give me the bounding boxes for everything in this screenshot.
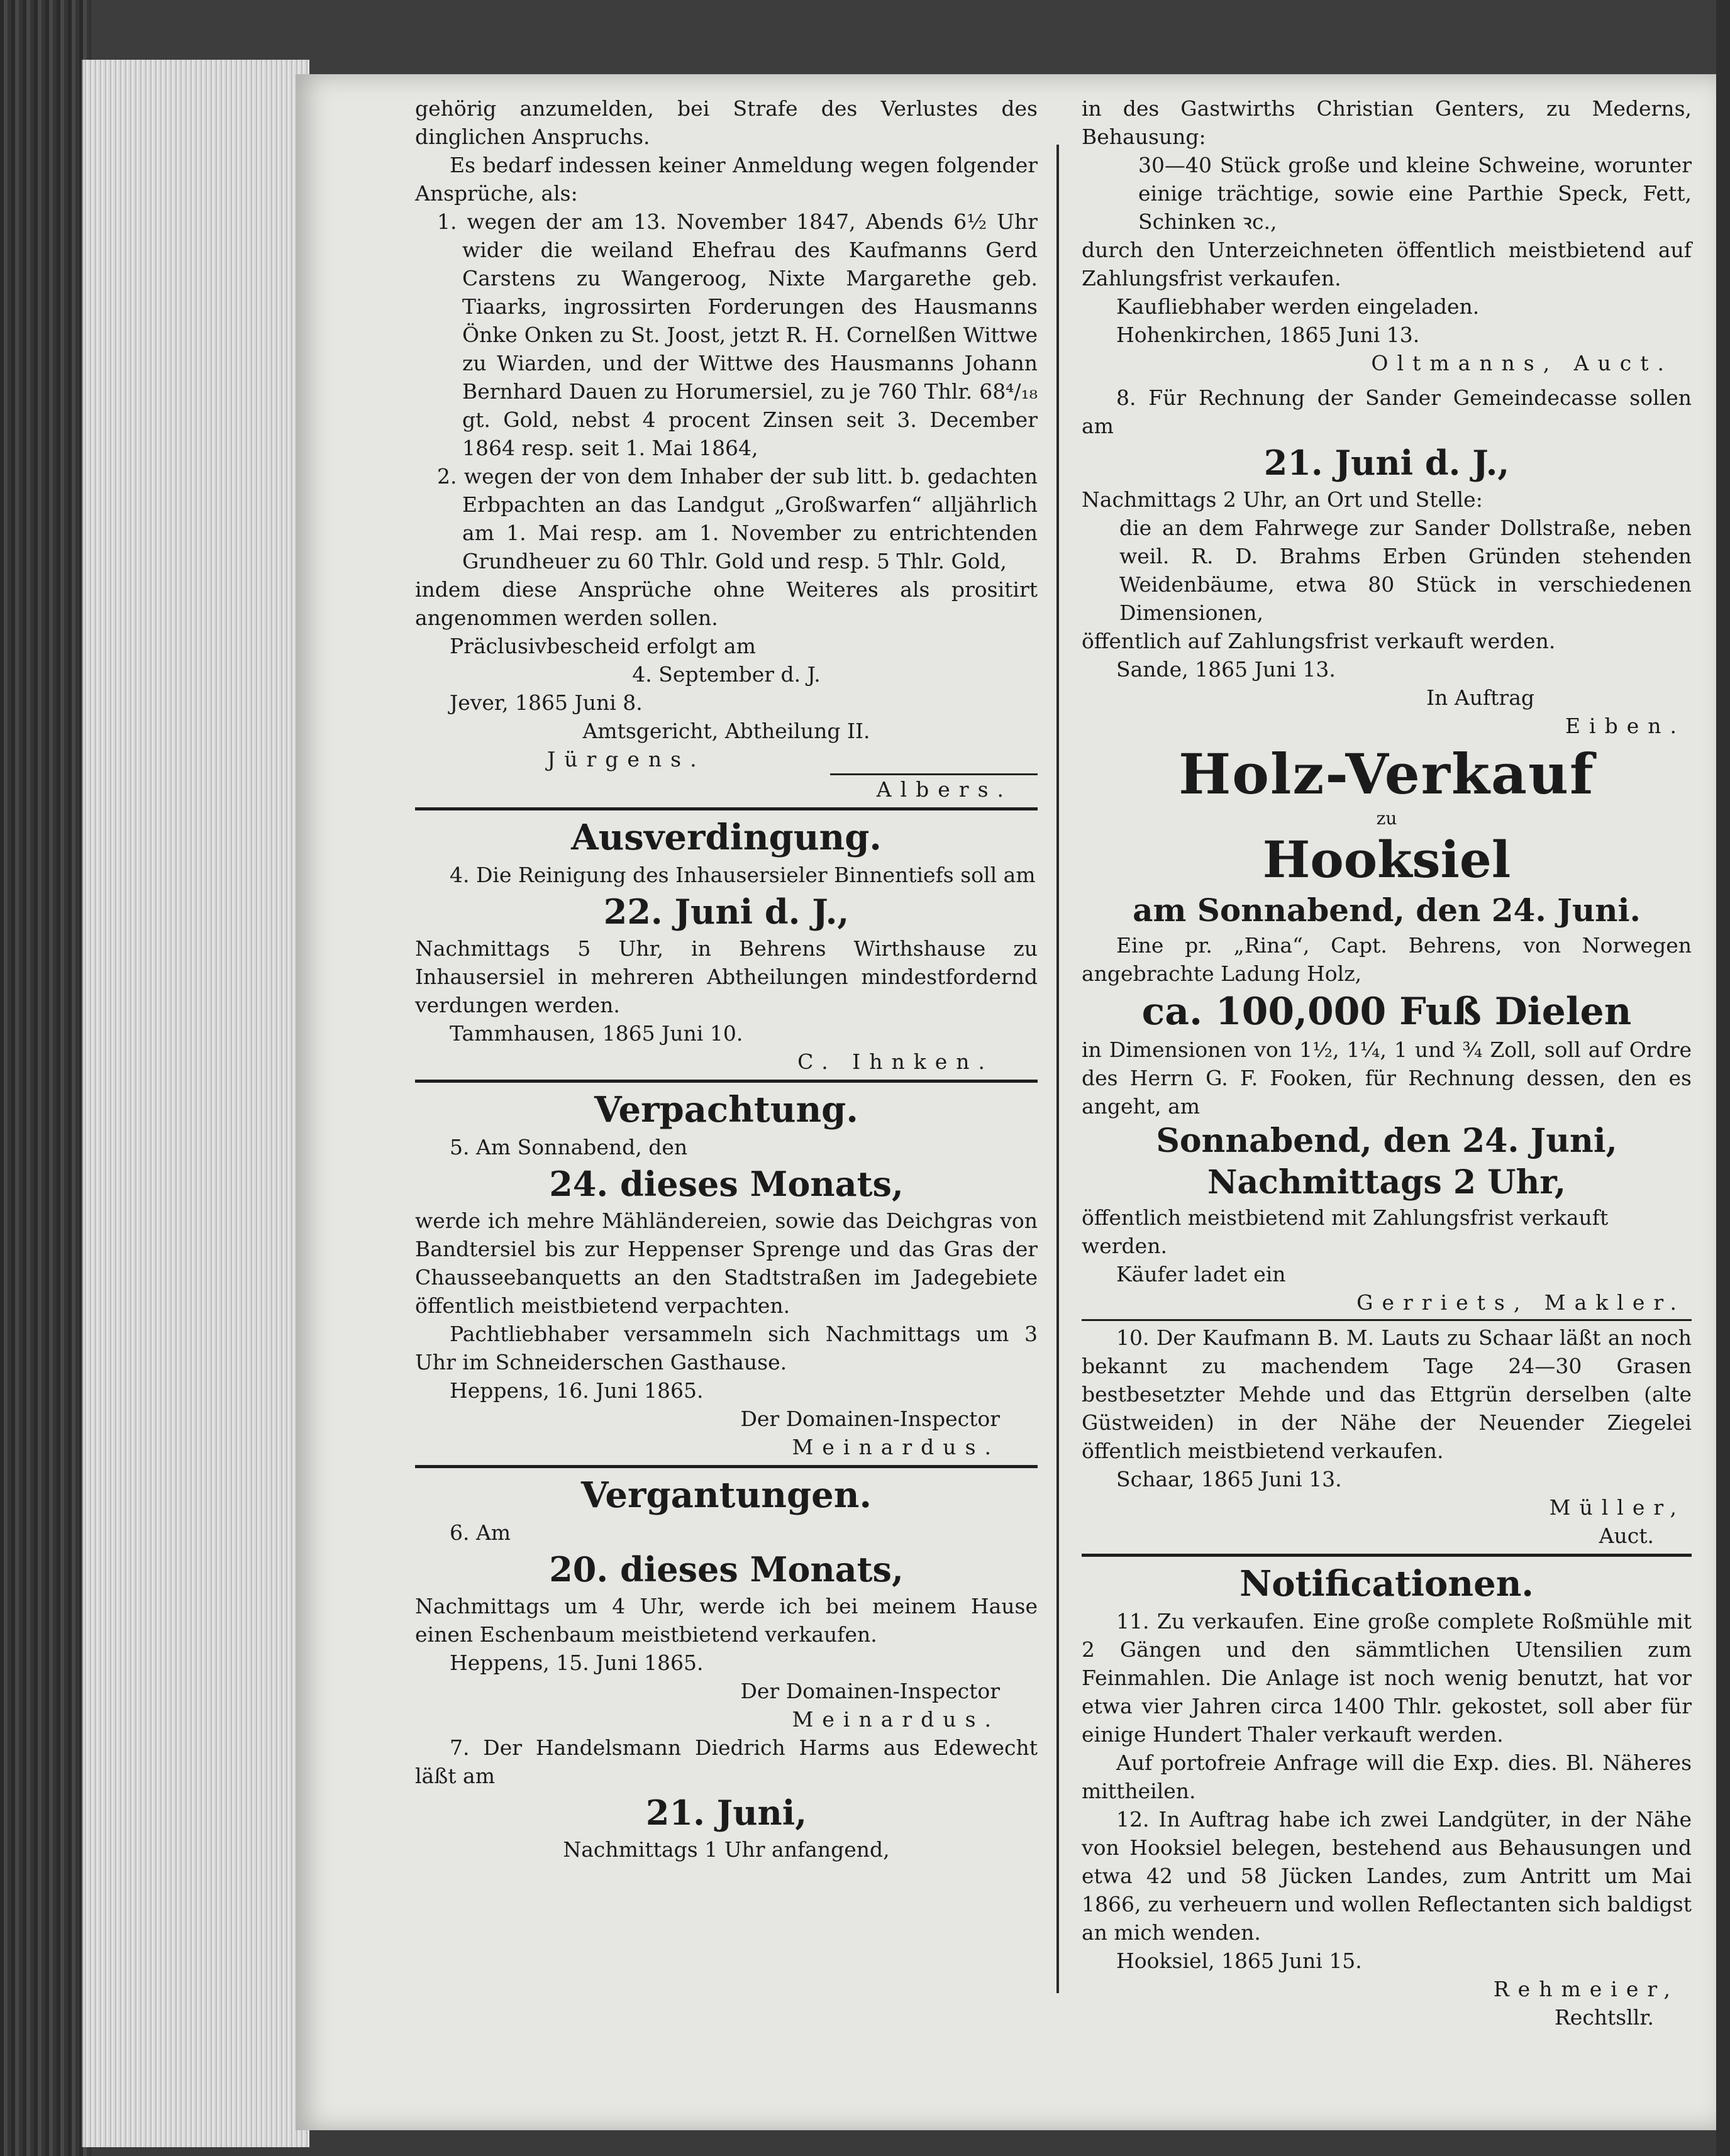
notice-12: 12. In Auftrag habe ich zwei Landgüter, in der Nähe von Hooksiel belegen, bestehend aus Behausungen und etwa 42 und 58 Jücken Landes, zum Antritt um Mai 1866, zu verheuern und wollen Reflectanten sich baldigst an mich wenden. xyxy=(1082,1807,1692,1945)
date-line: 4. September d. J. xyxy=(632,662,821,687)
holz-amount: ca. 100,000 Fuß Dielen xyxy=(1141,990,1632,1034)
notice-date: 21. Juni d. J., xyxy=(1263,443,1510,483)
text-paragraph: Präclusivbescheid erfolgt am xyxy=(450,634,756,658)
place-date: Jever, 1865 Juni 8. xyxy=(450,690,643,715)
place-date: Heppens, 15. Juni 1865. xyxy=(450,1650,704,1675)
signature: Rehmeier, xyxy=(1493,1977,1679,2001)
place-date: Heppens, 16. Juni 1865. xyxy=(450,1378,704,1403)
holz-text: öffentlich meistbietend mit Zahlungsfrist verkauft werden. xyxy=(1082,1205,1609,1258)
claim-item-1: 1. wegen der am 13. November 1847, Abends 6½ Uhr wider die weiland Ehefrau des Kaufmanns Gerd Carstens zu Wangeroog, Nixte Margarethe geb. Tiaarks, ingrossirten Forderungen des Hausmanns Önke Onken zu St. Joost, jetzt R. H. Cornelßen Wittwe zu Wiarden, und der Wittwe des Hausmanns Johann Bernhard Dauen zu Horumersiel, zu je 760 Thlr. 68⁴/₁₈ gt. Gold, nebst 4 procent Zinsen seit 3. December 1864 resp. seit 1. Mai 1864, xyxy=(437,209,1038,460)
notice-text: Nachmittags um 4 Uhr, werde ich bei meinem Hause einen Eschenbaum meistbietend verkaufen. xyxy=(415,1594,1038,1647)
section-heading: Notificationen. xyxy=(1239,1563,1534,1605)
notice-text: Nachmittags 5 Uhr, in Behrens Wirthshause zu Inhausersiel in mehreren Abtheilungen mindestfordernd verdungen werden. xyxy=(415,936,1038,1017)
right-column xyxy=(1082,94,1692,2032)
signature: Oltmanns, Auct. xyxy=(1371,351,1673,375)
section-rule xyxy=(1082,1319,1692,1321)
holz-text: Käufer ladet ein xyxy=(1116,1262,1286,1286)
place-date: Hohenkirchen, 1865 Juni 13. xyxy=(1116,323,1420,347)
holz-zu: zu xyxy=(1376,808,1397,829)
page-stack-edges xyxy=(82,60,309,2147)
notice-time: Nachmittags 1 Uhr anfangend, xyxy=(563,1837,890,1862)
text-paragraph: 30—40 Stück große und kleine Schweine, worunter einige trächtige, sowie eine Parthie Speck, Fett, Schinken ꝛc., xyxy=(1138,153,1692,234)
notice-date: 21. Juni, xyxy=(645,1793,807,1833)
text-paragraph: Es bedarf indessen keiner Anmeldung wegen folgender Ansprüche, als: xyxy=(415,153,1038,206)
notice-date: 22. Juni d. J., xyxy=(603,892,850,932)
book-spine-edge xyxy=(0,0,91,2156)
signature: Müller, xyxy=(1549,1495,1685,1520)
column-divider xyxy=(1056,145,1059,1993)
notice-date: 20. dieses Monats, xyxy=(549,1549,904,1589)
notice-text: werde ich mehre Mähländereien, sowie das Deichgras von Bandtersiel bis zur Heppenser Sprenge und das Gras der Chausseebanquetts an den Stadtstraßen im Jadegebiete öffentlich meistbietend verpachten. xyxy=(415,1208,1038,1318)
section-rule xyxy=(415,1465,1038,1468)
auftrag-label: In Auftrag xyxy=(1426,685,1534,710)
claim-item-2: 2. wegen der von dem Inhaber der sub litt. b. gedachten Erbpachten an das Landgut „Großwarfen“ alljährlich am 1. Mai resp. am 1. November zu entrichtenden Grundheuer zu 60 Thlr. Gold und resp. 5 Thlr. Gold, xyxy=(437,464,1038,573)
section-rule xyxy=(415,807,1038,810)
signatory-title: Der Domainen-Inspector xyxy=(740,1679,1000,1703)
text-paragraph: indem diese Ansprüche ohne Weiteres als prositirt angenommen werden sollen. xyxy=(415,577,1038,630)
notice-7: 7. Der Handelsmann Diedrich Harms aus Edewecht läßt am xyxy=(415,1735,1038,1788)
place-date: Hooksiel, 1865 Juni 15. xyxy=(1116,1949,1362,1973)
left-column xyxy=(415,94,1038,1864)
section-rule xyxy=(415,1080,1038,1083)
section-heading: Ausverdingung. xyxy=(571,817,882,858)
court-name: Amtsgericht, Abtheilung II. xyxy=(582,719,870,743)
spacer xyxy=(1082,377,1692,384)
holz-place: Hooksiel xyxy=(1262,830,1511,889)
section-heading: Vergantungen. xyxy=(581,1474,872,1516)
notice-8: 8. Für Rechnung der Sander Gemeindecasse sollen am xyxy=(1082,385,1692,438)
signature: Albers. xyxy=(876,777,1012,802)
text-paragraph: durch den Unterzeichneten öffentlich meistbietend auf Zahlungsfrist verkaufen. xyxy=(1082,238,1692,290)
text-paragraph: in des Gastwirths Christian Genters, zu Mederns, Behausung: xyxy=(1082,96,1692,149)
signatory-title: Der Domainen-Inspector xyxy=(740,1407,1000,1431)
holz-date-2: Sonnabend, den 24. Juni, xyxy=(1156,1122,1617,1160)
signature: Gerriets, Makler. xyxy=(1356,1290,1685,1315)
notice-5: 5. Am Sonnabend, den xyxy=(450,1135,688,1159)
notice-10: 10. Der Kaufmann B. M. Lauts zu Schaar läßt an noch bekannt zu machendem Tage 24—30 Grasen bestbesetzter Mehde und das Ettgrün derselben (alte Güstweiden) in der Nähe der Neuender Ziegelei öffentlich meistbietend verkaufen. xyxy=(1082,1325,1692,1463)
notice-text: Pachtliebhaber versammeln sich Nachmittags um 3 Uhr im Schneiderschen Gasthause. xyxy=(415,1322,1038,1374)
signature-title: Auct. xyxy=(1599,1523,1654,1548)
scan-background-right xyxy=(1716,0,1730,2156)
holz-time: Nachmittags 2 Uhr, xyxy=(1207,1163,1566,1202)
signature: Jürgens. xyxy=(547,747,706,771)
place-date: Sande, 1865 Juni 13. xyxy=(1116,657,1336,682)
holz-text: in Dimensionen von 1½, 1¼, 1 und ¾ Zoll, soll auf Ordre des Herrn G. F. Fooken, für Rechnung dessen, den es angeht, am xyxy=(1082,1037,1692,1119)
text-paragraph: gehörig anzumelden, bei Strafe des Verlustes des dinglichen Anspruchs. xyxy=(415,96,1038,149)
signature: C. Ihnken. xyxy=(797,1049,994,1074)
signature-title: Rechtsllr. xyxy=(1554,2005,1654,2030)
section-heading: Verpachtung. xyxy=(594,1089,858,1131)
notice-date: 24. dieses Monats, xyxy=(549,1164,904,1204)
notice-text: Nachmittags 2 Uhr, an Ort und Stelle: xyxy=(1082,487,1483,512)
notice-text: öffentlich auf Zahlungsfrist verkauft werden. xyxy=(1082,629,1556,653)
signature: Eiben. xyxy=(1565,714,1685,738)
place-date: Tammhausen, 1865 Juni 10. xyxy=(450,1021,743,1046)
holz-text: Eine pr. „Rina“, Capt. Behrens, von Norwegen angebrachte Ladung Holz, xyxy=(1082,933,1692,986)
notice-4: 4. Die Reinigung des Inhausersieler Binnentiefs soll am xyxy=(450,863,1036,887)
place-date: Schaar, 1865 Juni 13. xyxy=(1116,1467,1342,1491)
notice-6: 6. Am xyxy=(450,1520,511,1545)
section-rule xyxy=(1082,1554,1692,1557)
notice-text: Auf portofreie Anfrage will die Exp. dies. Bl. Näheres mittheilen. xyxy=(1082,1750,1692,1803)
text-paragraph: Kaufliebhaber werden eingeladen. xyxy=(1116,294,1480,319)
signature: Meinardus. xyxy=(792,1707,1000,1732)
holz-verkauf-heading: Holz-Verkauf xyxy=(1178,741,1595,807)
signature: Meinardus. xyxy=(792,1435,1000,1459)
notice-11: 11. Zu verkaufen. Eine große complete Roßmühle mit 2 Gängen und den sämmtlichen Utensilien zum Feinmahlen. Die Anlage ist noch wenig benutzt, hat vor etwa vier Jahren circa 1400 Thlr. gekostet, soll aber für einige Hundert Thaler verkauft werden. xyxy=(1082,1609,1692,1747)
notice-text: die an dem Fahrwege zur Sander Dollstraße, neben weil. R. D. Brahms Erben Gründen stehenden Weidenbäume, etwa 80 Stück in verschiedenen Dimensionen, xyxy=(1119,516,1692,625)
holz-date: am Sonnabend, den 24. Juni. xyxy=(1133,892,1641,929)
